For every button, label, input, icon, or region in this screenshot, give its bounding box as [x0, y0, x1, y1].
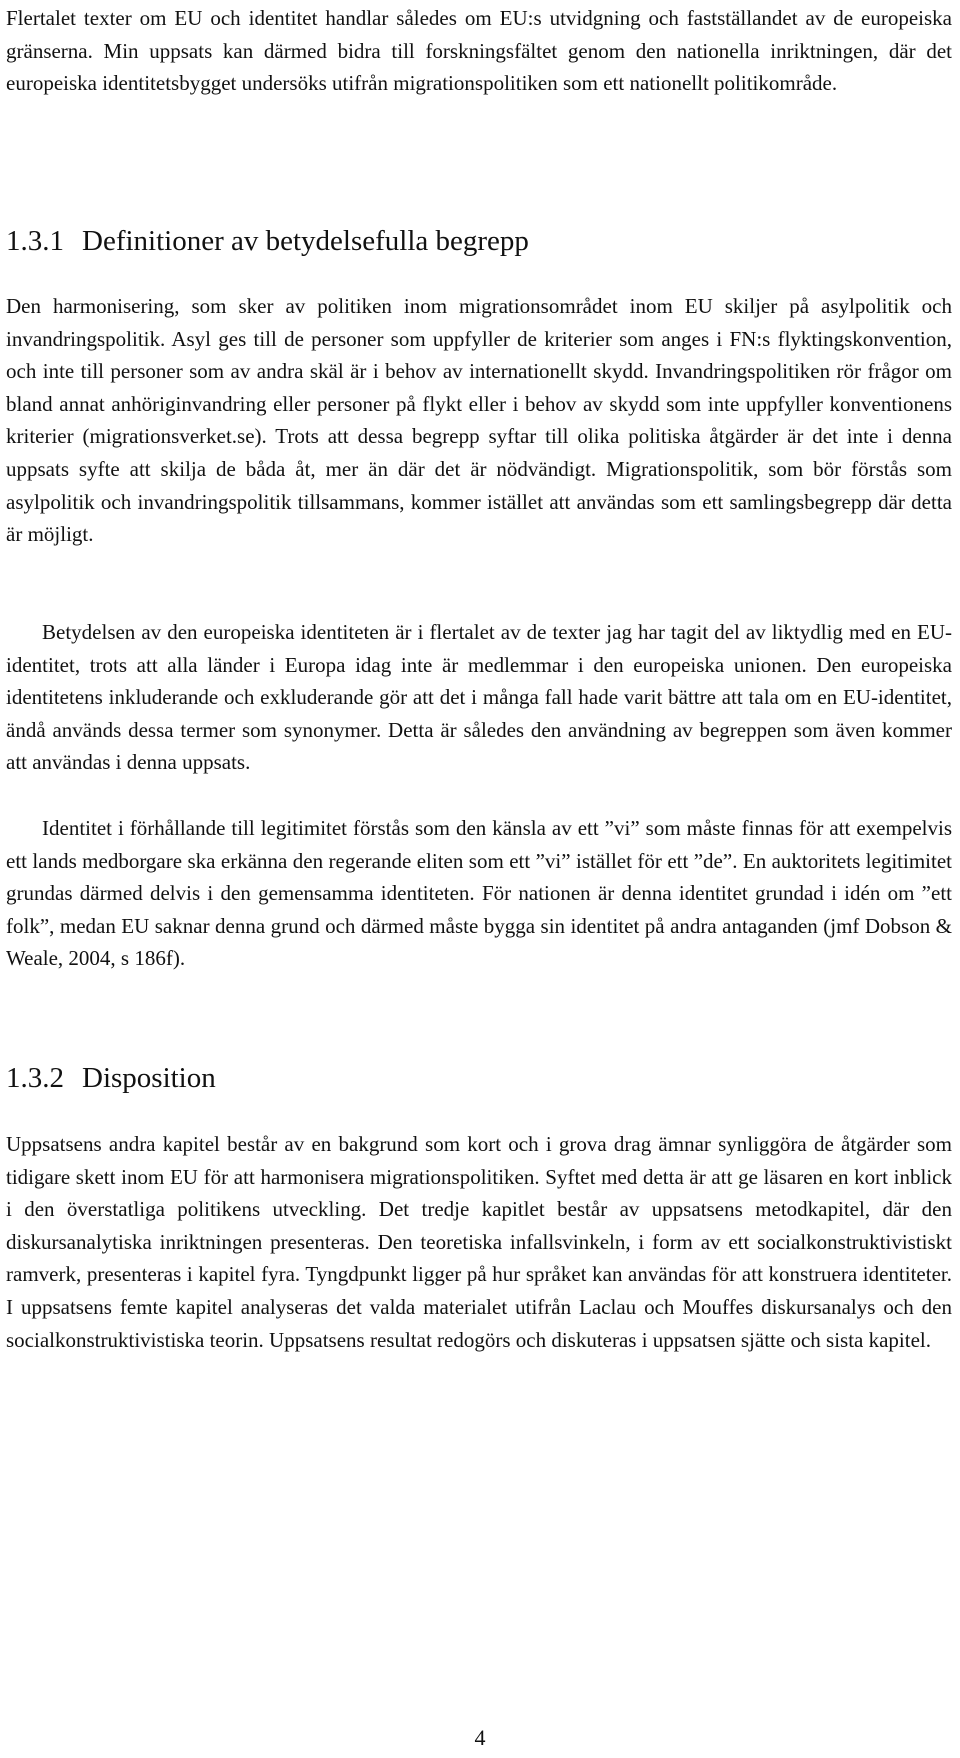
page-number: 4: [474, 1725, 486, 1750]
definitions-paragraph-3: Identitet i förhållande till legitimitet förstås som den känsla av ett ”vi” som måste finnas för att exempelvis ett lands medborgare ska erkänna den regerande eliten som ett ”vi” istället för ett ”de”. En auktoritets legitimitet grundas därmed delvis i den gemensamma identiteten. För nationen är denna identitet grundad i idén om ”ett folk”, medan EU saknar denna grund och därmed måste bygga sin identitet på andra antaganden (jmf Dobson & Weale, 2004, s 186f).: [6, 816, 952, 971]
disposition-paragraph: Uppsatsens andra kapitel består av en bakgrund som kort och i grova drag ämnar synliggöra de åtgärder som tidigare skett inom EU för att harmonisera migrationspolitiken. Syftet med detta är att ge läsaren en kort inblick i den överstatliga politikens utveckling. Det tredje kapitlet består av uppsatsens metodkapitel, där den diskursanalytiska inriktningen presenteras. Den teoretiska infallsvinkeln, i form av ett socialkonstruktivistiskt ramverk, presenteras i kapitel fyra. Tyngdpunkt ligger på hur språket kan användas för att konstruera identiteter. I uppsatsens femte kapitel analyseras det valda materialet utifrån Laclau och Mouffes diskursanalys och den socialkonstruktivistiska teorin. Uppsatsens resultat redogörs och diskuteras i uppsatsen sjätte och sista kapitel.: [6, 1132, 952, 1352]
section-number: 1.3.2: [6, 1062, 64, 1094]
section-title: Disposition: [82, 1062, 216, 1094]
section-title: Definitioner av betydelsefulla begrepp: [82, 225, 529, 257]
definitions-paragraph-2: Betydelsen av den europeiska identiteten är i flertalet av de texter jag har tagit del av liktydlig med en EU-identitet, trots att alla länder i Europa idag inte är medlemmar i den europeiska unionen. Den europeiska identitetens inkluderande och exkluderande gör att det i många fall hade varit bättre att tala om en EU-identitet, ändå används dessa termer som synonymer. Detta är således den användning av begreppen som även kommer att användas i denna uppsats.: [6, 620, 952, 775]
intro-paragraph: Flertalet texter om EU och identitet handlar således om EU:s utvidgning och fastställandet av de europeiska gränserna. Min uppsats kan därmed bidra till forskningsfältet genom den nationella inriktningen, där det europeiska identitetsbygget undersöks utifrån migrationspolitiken som ett nationellt politikområde.: [6, 6, 952, 96]
definitions-paragraph-1: Den harmonisering, som sker av politiken inom migrationsområdet inom EU skiljer på asylpolitik och invandringspolitik. Asyl ges till de personer som uppfyller de kriterier som anges i FN:s flyktingskonvention, och inte till personer som av andra skäl är i behov av internationellt skydd. Invandringspolitiken rör frågor om bland annat anhöriginvandring eller personer på flykt eller i behov av skydd som inte uppfyller konventionens kriterier (migrationsverket.se). Trots att dessa begrepp syftar till olika politiska åtgärder är det inte i denna uppsats syfte att skilja de båda åt, mer än där det är nödvändigt. Migrationspolitik, som bör förstås som asylpolitik och invandringspolitik tillsammans, kommer istället att användas som ett samlingsbegrepp där detta är möjligt.: [6, 294, 952, 547]
section-number: 1.3.1: [6, 225, 64, 257]
section-heading-disposition: [6, 1061, 216, 1095]
section-heading-definitions: [6, 224, 529, 258]
